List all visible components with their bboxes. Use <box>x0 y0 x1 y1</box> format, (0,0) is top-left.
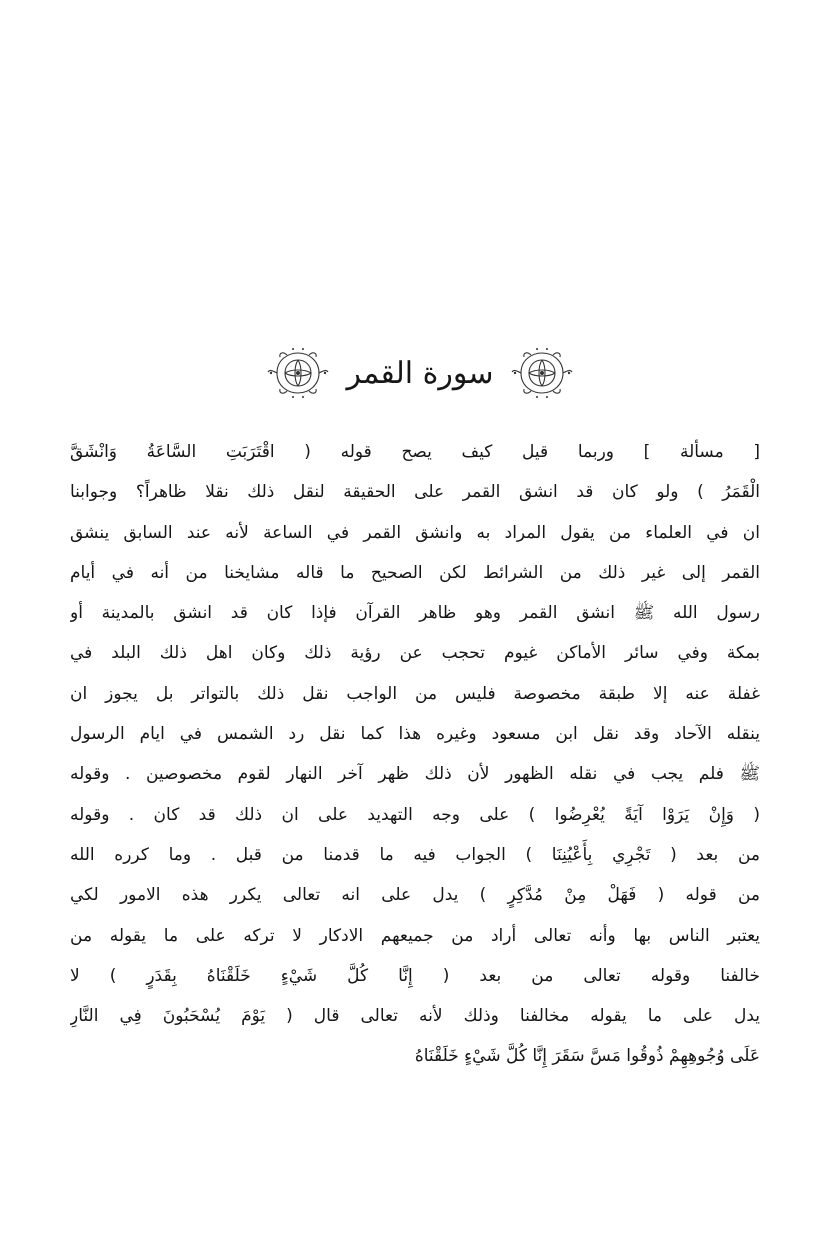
text-line: ان في العلماء من يقول المراد به وانشق القمر في الساعة لأنه عند السابق ينشق <box>70 522 760 543</box>
text-line: يعتبر الناس بها وأنه تعالى أراد من جميعهم الادكار لا تركه على ما يقوله من <box>70 925 760 946</box>
text-line: خالفنا وقوله تعالى من بعد ( إِنَّا كُلَّ شَيْءٍ خَلَقْنَاهُ بِقَدَرٍ ) لا <box>70 965 760 986</box>
text-line: من بعد ( تَجْرِي بِأَعْيُنِنَا ) الجواب فيه ما قدمنا من قبل . وما كرره الله <box>70 844 760 865</box>
text-line: عَلَى وُجُوهِهِمْ ذُوقُوا مَسَّ سَقَرَ إِنَّا كُلَّ شَيْءٍ خَلَقْنَاهُ <box>414 1046 760 1067</box>
text-line: يدل على ما يقوله مخالفنا وذلك لأنه تعالى قال ( يَوْمَ يُسْحَبُونَ فِي النَّارِ <box>70 1006 760 1027</box>
right-ornament-icon <box>511 345 573 401</box>
body-text <box>70 432 760 1077</box>
text-line: [ مسألة ] وربما قيل كيف يصح قوله ( اقْتَرَبَتِ السَّاعَةُ وَانْشَقَّ <box>70 442 760 462</box>
text-line: بمكة وفي سائر الأماكن غيوم تحجب عن رؤية ذلك وكان اهل ذلك البلد في <box>70 643 760 664</box>
text-line: رسول الله ﷺ انشق القمر وهو ظاهر القرآن فإذا كان قد انشق بالمدينة أو <box>70 603 760 624</box>
sura-header <box>262 338 578 408</box>
text-line: القمر إلى غير ذلك من الشرائط لكن الصحيح ما قاله مشايخنا من أنه في أيام <box>70 562 760 583</box>
text-line: غفلة عنه إلا طبقة مخصوصة فليس من الواجب نقل ذلك بالتواتر بل يجوز ان <box>70 683 760 704</box>
text-line: ( وَإِنْ يَرَوْا آيَةً يُعْرِضُوا ) على وجه التهديد على ان ذلك قد كان . وقوله <box>70 804 760 825</box>
text-line: ينقله الآحاد وقد نقل ابن مسعود وغيره هذا كما نقل رد الشمس في ايام الرسول <box>70 724 760 745</box>
text-line: ﷺ فلم يجب في نقله الظهور لأن ذلك ظهر آخر النهار لقوم مخصوصين . وقوله <box>70 764 760 785</box>
sura-title: سورة القمر <box>346 355 494 391</box>
left-ornament-icon <box>267 345 329 401</box>
text-line: الْقَمَرُ ) ولو كان قد انشق القمر على الحقيقة لنقل ذلك نقلا ظاهراً؟ وجوابنا <box>70 482 760 503</box>
text-line: من قوله ( فَهَلْ مِنْ مُدَّكِرٍ ) يدل على انه تعالى يكرر هذه الامور لكي <box>70 885 760 906</box>
